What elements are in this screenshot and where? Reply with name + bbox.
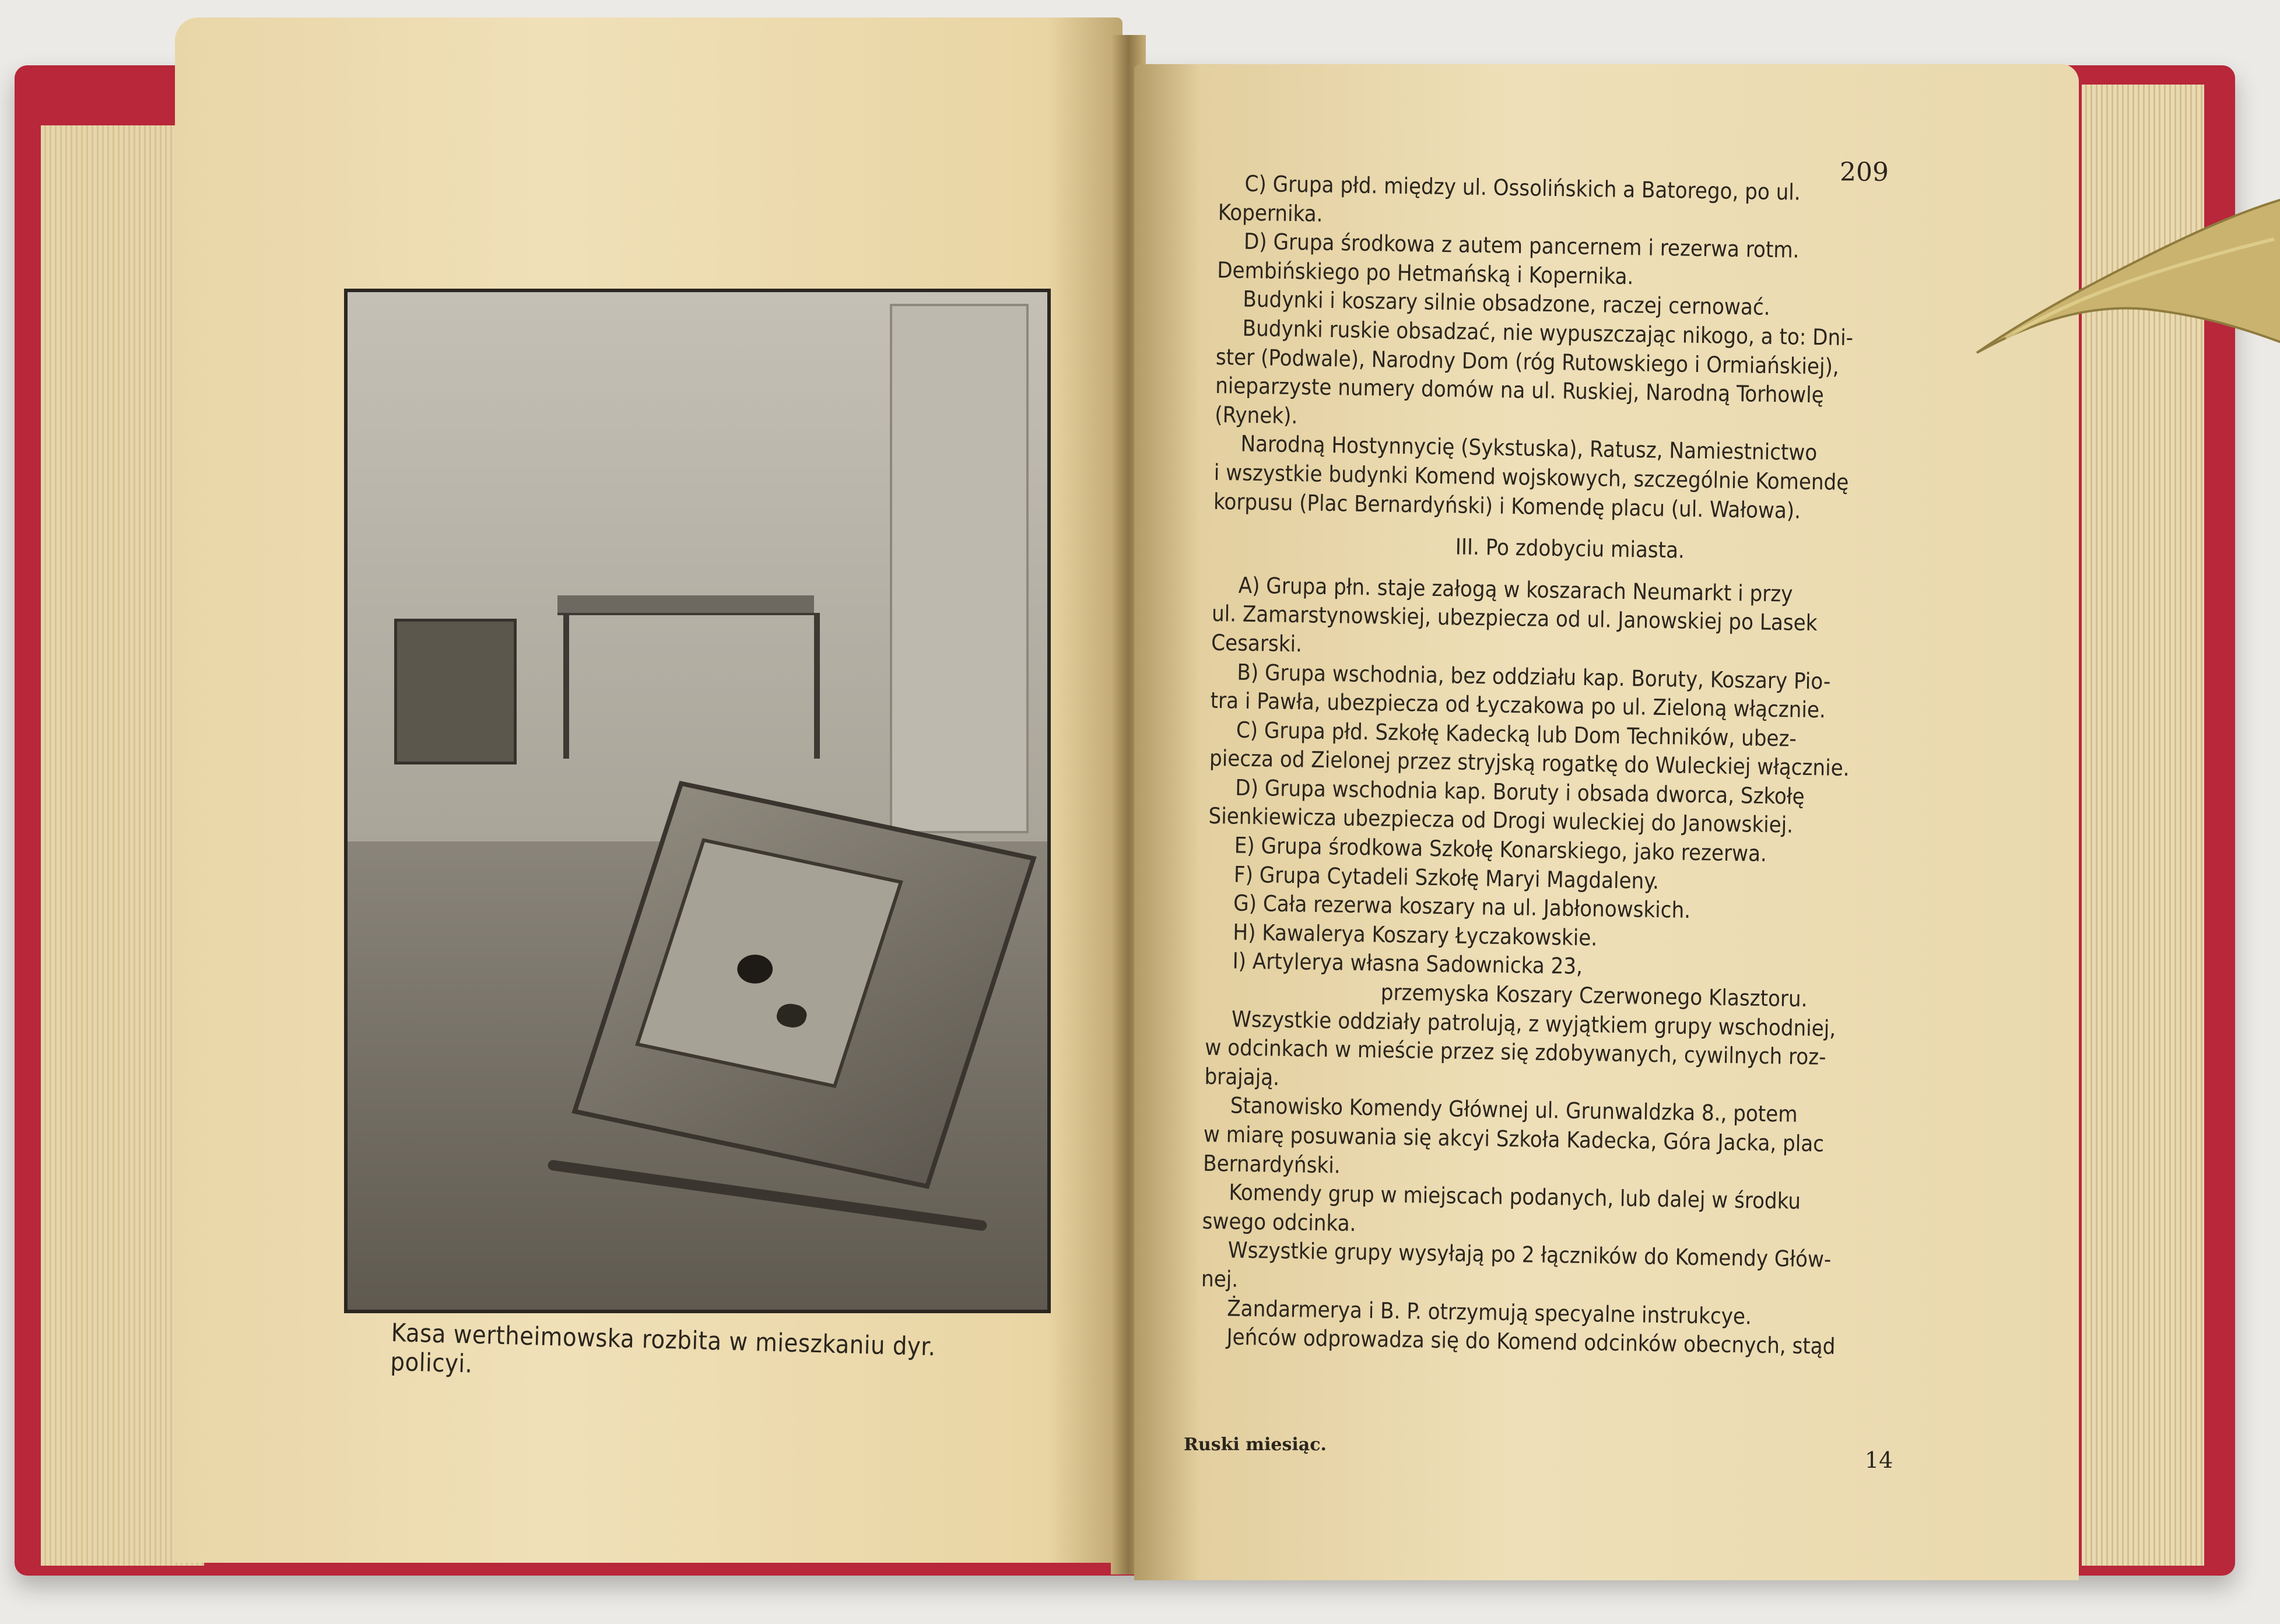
text-line: ster (Podwale), Narodny Dom (róg Rutowskiego i Ormiańskiej), [1215,343,1840,380]
text-line: C) Grupa płd. Szkołę Kadecką lub Dom Techników, ubez- [1236,717,1797,752]
text-line: H) Kawalerya Koszary Łyczakowskie. [1233,919,1598,951]
text-line: Jeńców odprowadza się do Komend odcinków obecnych, stąd [1226,1324,1836,1360]
text-line: przemyska Koszary Czerwonego Klasztoru. [1380,979,1808,1012]
text-line: korpusu (Plac Bernardyński) i Komendę placu (ul. Wałowa). [1213,488,1801,524]
table-top [557,595,814,615]
signature-mark: 14 [1865,1447,1893,1473]
text-line: Cesarski. [1211,629,1303,657]
text-line: nieparzyste numery domów na ul. Ruskiej, Narodną Torhowlę [1215,373,1825,408]
page-number: 209 [1840,157,1889,187]
text-line: F) Grupa Cytadeli Szkołę Maryi Magdaleny. [1233,861,1660,894]
table-legs [563,613,820,759]
brass-page-marker [1971,175,2280,367]
text-line: C) Grupa płd. między ul. Ossolińskich a Batorego, po ul. [1244,170,1801,205]
text-line: w odcinkach w mieście przez się zdobywanych, cywilnych roz- [1204,1034,1826,1070]
text-line: Wszystkie oddziały patrolują, z wyjątkiem grupy wschodniej, [1231,1006,1836,1041]
text-line: Wszystkie grupy wysyłają po 2 łączników do Komendy Głów- [1227,1237,1832,1273]
text-line: swego odcinka. [1202,1208,1356,1236]
text-line: Stanowisko Komendy Głównej ul. Grunwaldzka 8., potem [1230,1092,1798,1128]
text-line: Bernardyński. [1202,1150,1341,1178]
text-line: Budynki ruskie obsadzać, nie wypuszczając nikogo, a to: Dni- [1242,315,1854,351]
text-line: piecza od Zielonej przez stryjską rogatkę do Wuleckiej włącznie. [1209,745,1850,781]
text-line: E) Grupa środkowa Szkołę Konarskiego, jako rezerwa. [1234,832,1767,867]
text-line: I) Artylerya własna Sadownicka 23, [1232,948,1583,980]
text-line: w miarę posuwania się akcyi Szkoła Kadecka, Góra Jacka, plac [1203,1121,1825,1157]
text-line: Budynki i koszary silnie obsadzone, raczej cernować. [1243,286,1770,321]
text-line: Sienkiewicza ubezpiecza od Drogi wuleckiej do Janowskiej. [1208,803,1794,839]
body-text [1200,169,1933,1363]
text-line: A) Grupa płn. staje załogą w koszarach Neumarkt i przy [1238,572,1793,607]
text-line: G) Cała rezerwa koszary na ul. Jabłonowskich. [1233,890,1691,924]
photograph-broken-safe [344,289,1051,1313]
text-line: i wszystkie budynki Komend wojskowych, szczególnie Komendę [1213,459,1849,495]
small-cabinet [394,619,517,764]
text-line: Kopernika. [1218,199,1323,227]
text-line: Narodną Hostynnycię (Sykstuska), Ratusz, Namiestnictwo [1240,430,1818,466]
section-heading: III. Po zdobyciu miasta. [1455,534,1685,563]
photo-caption: Kasa wertheimowska rozbita w mieszkaniu dyr. policyi. [390,1318,936,1379]
text-line: D) Grupa wschodnia kap. Boruty i obsada dworca, Szkołę [1235,774,1805,809]
text-line: ul. Zamarstynowskiej, ubezpiecza od ul. Janowskiej po Lasek [1211,601,1818,636]
text-line: Żandarmerya i B. P. otrzymują specyalne instrukcye. [1226,1295,1752,1330]
text-line: tra i Pawła, ubezpiecza od Łyczakowa po ul. Zieloną włącznie. [1210,687,1826,723]
text-line: nej. [1201,1265,1239,1292]
text-line: Komendy grup w miejscach podanych, lub dalej w środku [1229,1179,1801,1215]
text-line: B) Grupa wschodnia, bez oddziału kap. Boruty, Koszary Pio- [1237,659,1831,695]
text-line: Dembińskiego po Hetmańską i Kopernika. [1216,257,1634,289]
text-line: (Rynek). [1215,401,1298,429]
text-line: brajają. [1204,1063,1280,1090]
footer-title: Ruski miesiąc. [1184,1434,1327,1455]
text-line: D) Grupa środkowa z autem pancernem i rezerwa rotm. [1243,228,1800,263]
door [890,304,1029,833]
